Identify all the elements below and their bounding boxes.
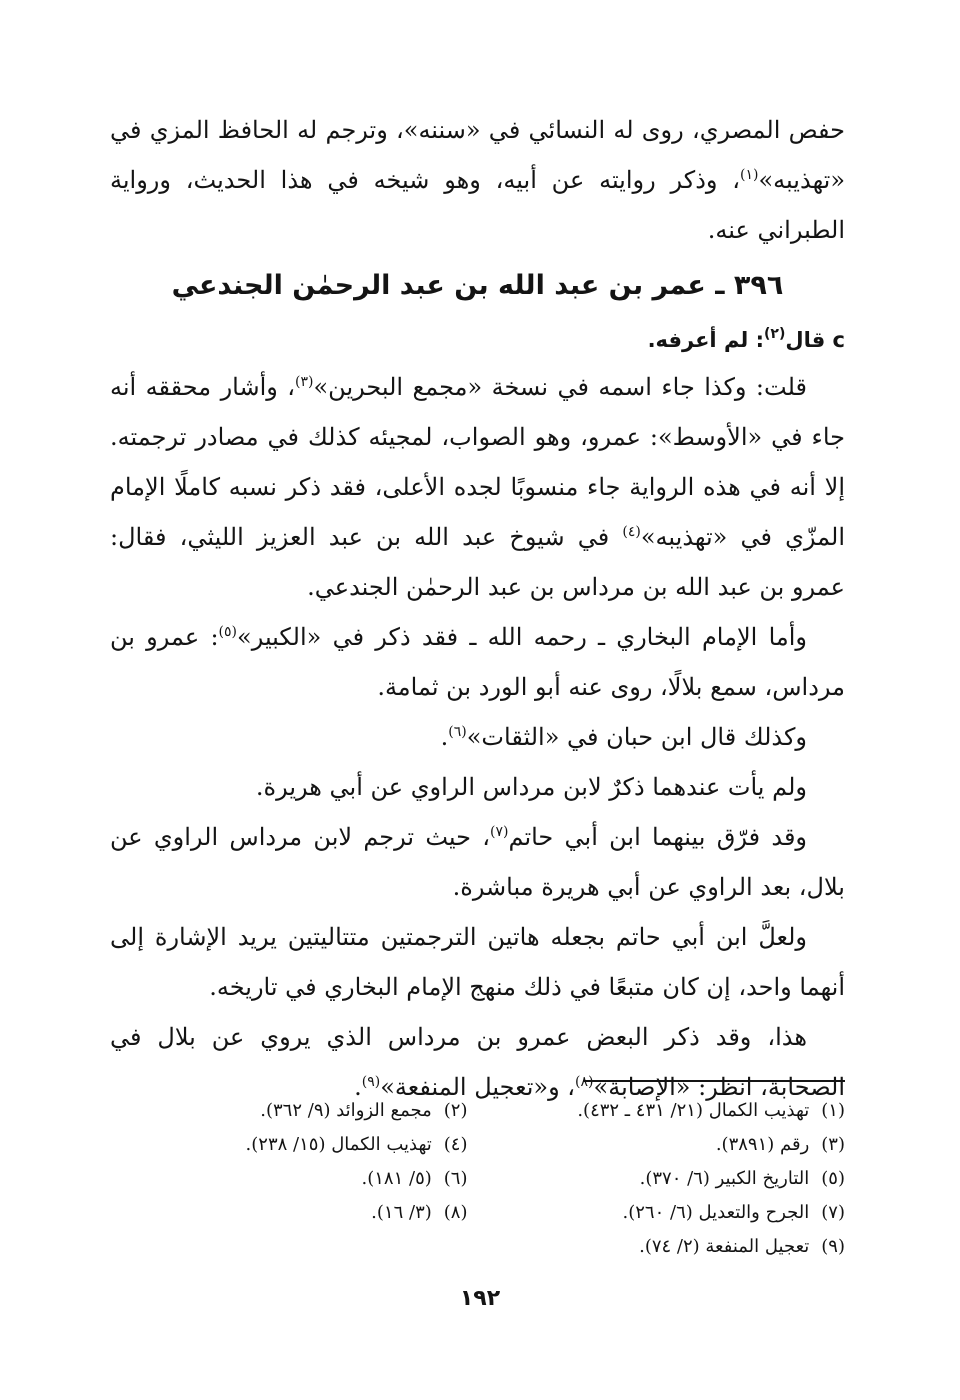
footnote-text: التاريخ الكبير (٦/ ٣٧٠).: [639, 1168, 810, 1189]
footnote-ref-1: (١): [740, 167, 759, 183]
footnote-text: تهذيب الكمال (١٥/ ٢٣٨).: [245, 1134, 432, 1155]
paragraph-7-text-a: هذا، وقد ذكر البعض عمرو بن مرداس الذي يروي عن بلال في الصحابة، انظر: «الإصابة»: [110, 1023, 845, 1101]
paragraph-5-text-a: وقد فرّق بينهما ابن أبي حاتم: [508, 823, 808, 851]
footnote-text: رقم (٣٨٩١).: [715, 1134, 810, 1155]
paragraph-2: [110, 612, 845, 712]
entry-heading: ٣٩٦ ـ عمر بن عبد الله بن عبد الرحمٰن الجندعي: [171, 270, 784, 301]
intro-text-2: ، وذكر روايته عن أبيه، وهو شيخه في هذا الحديث، ورواية الطبراني عنه.: [110, 166, 845, 244]
paragraph-3-text-b: .: [440, 723, 449, 751]
footnote-3: [488, 1128, 846, 1162]
paragraph-5: [110, 812, 845, 912]
body-text: [110, 362, 845, 1112]
footnote-1: [488, 1094, 846, 1128]
intro-paragraph: [110, 105, 845, 255]
paragraph-7-text-b: ، و«تعجيل المنفعة»: [380, 1073, 576, 1101]
footnote-ref-2: (٢): [764, 326, 786, 342]
footnote-text: (٣/ ١٦).: [371, 1202, 432, 1223]
footnote-text: تعجيل المنفعة (٢/ ٧٤).: [639, 1236, 810, 1257]
footnote-number: (١): [821, 1100, 845, 1121]
footnote-7: [488, 1196, 846, 1230]
paragraph-3: [110, 712, 845, 762]
footnote-2: [110, 1094, 468, 1128]
said-line: [110, 318, 845, 362]
footnote-ref-6: (٦): [448, 724, 467, 740]
footnote-number: (٢): [443, 1100, 468, 1121]
footnote-text: الجرح والتعديل (٦/ ٢٦٠).: [622, 1202, 810, 1223]
paragraph-5-text-b: ، حيث ترجم لابن مرداس الراوي عن بلال، بعد الراوي عن أبي هريرة مباشرة.: [110, 823, 845, 901]
said-prefix: c قال: [785, 328, 845, 352]
intro-text-1: حفص المصري، روى له النسائي في «سننه»، وترجم له الحافظ المزي في «تهذيبه»: [110, 116, 845, 194]
footnote-number: (٣): [821, 1134, 845, 1155]
said-text: : لم أعرفه.: [647, 328, 765, 352]
footnote-number: (٨): [443, 1202, 468, 1223]
footnote-number: (٥): [821, 1168, 845, 1189]
footnote-9: [488, 1230, 846, 1264]
footnote-ref-3: (٣): [295, 374, 314, 390]
paragraph-2-text-b: : عمرو بن مرداس، سمع بلالًا، روى عنه أبو الورد بن ثمامة.: [110, 623, 845, 701]
footnote-text: تهذيب الكمال (٢١/ ٤٣١ ـ ٤٣٢).: [577, 1100, 810, 1121]
footnote-text: مجمع الزوائد (٩/ ٣٦٢).: [260, 1100, 432, 1121]
paragraph-4: ولم يأت عندهما ذكرٌ لابن مرداس الراوي عن أبي هريرة.: [255, 773, 807, 801]
footnote-ref-5: (٥): [218, 624, 238, 640]
paragraph-1-text-a: قلت: وكذا جاء اسمه في نسخة «مجمع البحرين»: [313, 373, 807, 401]
page-number: ١٩٢: [459, 1286, 501, 1311]
footnote-4: [110, 1128, 468, 1162]
footnotes: [110, 1094, 845, 1264]
paragraph-6: ولعلَّ ابن أبي حاتم بجعله هاتين الترجمتين متتاليتين يريد الإشارة إلى أنهما واحد، إن كان متبعًا في ذلك منهج الإمام البخاري في تاريخه.: [110, 923, 845, 1001]
footnote-number: (٤): [443, 1134, 468, 1155]
paragraph-3-text-a: وكذلك قال ابن حبان في «الثقات»: [466, 723, 807, 751]
footnote-ref-8: (٨): [575, 1074, 594, 1090]
footnote-number: (٧): [821, 1202, 845, 1223]
footnote-8: [110, 1196, 468, 1230]
footnote-5: [488, 1162, 846, 1196]
footnote-number: (٦): [443, 1168, 468, 1189]
paragraph-1-text-b: ، وأشار محققه أنه جاء في «الأوسط»: عمرو، وهو الصواب، لمجيئه كذلك في مصادر ترجمته. إلا أنه في هذه الرواية جاء منسوبًا لجده الأعلى، فقد ذكر نسبه كاملًا الإمام المزّي في «تهذيبه»: [110, 373, 845, 551]
paragraph-7-text-c: .: [354, 1073, 362, 1101]
footnote-ref-4: (٤): [622, 524, 641, 540]
paragraph-2-text-a: وأما الإمام البخاري ـ رحمه الله ـ فقد ذكر في «الكبير»: [237, 623, 807, 651]
footnote-number: (٩): [821, 1236, 845, 1257]
footnote-6: [110, 1162, 468, 1196]
footnote-separator: [583, 1080, 845, 1082]
footnote-ref-9: (٩): [361, 1074, 381, 1090]
paragraph-1: [110, 362, 845, 612]
footnote-text: (٥/ ١٨١).: [361, 1168, 432, 1189]
paragraph-1-text-c: في شيوخ عبد الله بن عبد العزيز الليثي، فقال: عمرو بن عبد الله بن مرداس بن عبد الرحمٰن الجندعي.: [110, 523, 845, 601]
footnote-ref-7: (٧): [490, 824, 509, 840]
